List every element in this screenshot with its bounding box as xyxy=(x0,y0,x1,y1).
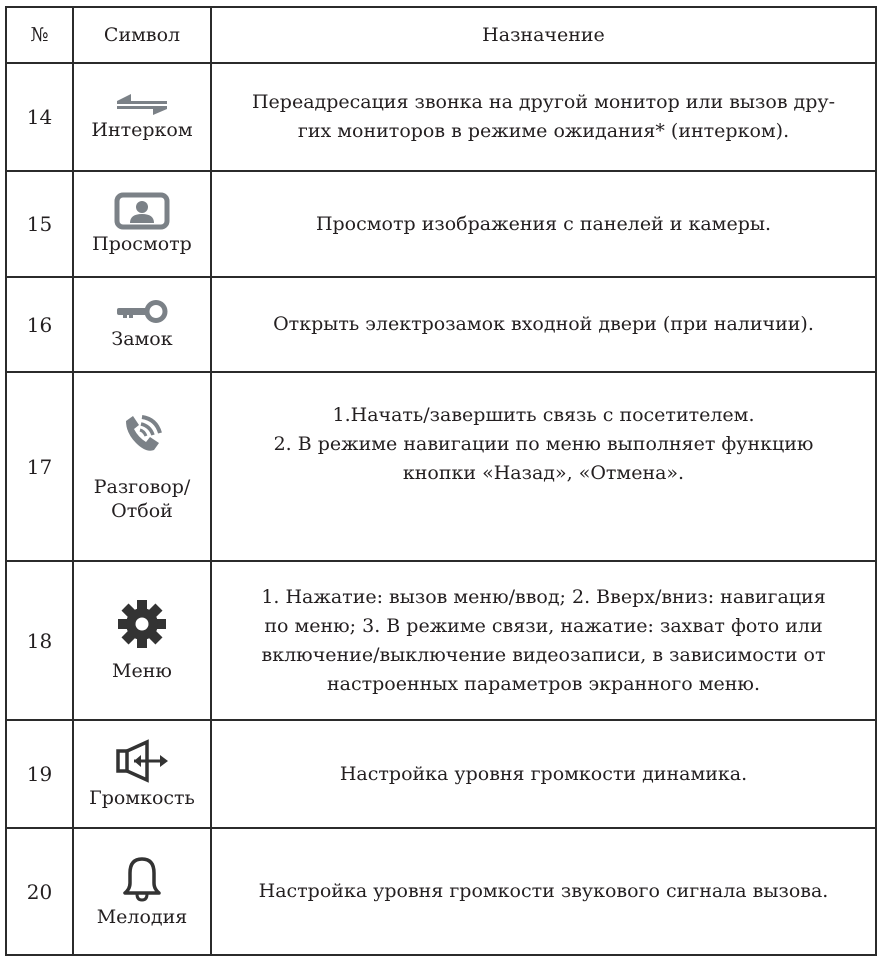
description-line: Настройка уровня громкости динамика. xyxy=(339,762,748,785)
description-line: Открыть электрозамок входной двери (при наличии). xyxy=(273,313,814,335)
description-cell xyxy=(211,63,876,171)
symbol-cell xyxy=(73,277,211,372)
phone-call-icon xyxy=(118,411,166,459)
header-num: № xyxy=(6,7,73,63)
symbols-table xyxy=(5,6,877,956)
description-line: по меню; 3. В режиме связи, нажатие: захват фото или xyxy=(264,614,823,637)
intercom-arrows-icon xyxy=(113,92,171,116)
symbol-label: Просмотр xyxy=(92,233,192,255)
symbol-cell xyxy=(73,171,211,277)
description-line: 2. В режиме навигации по меню выполняет функцию xyxy=(273,433,814,455)
description-line: Просмотр изображения с панелей и камеры. xyxy=(315,212,772,235)
description-cell xyxy=(211,277,876,372)
symbol-label: Громкость xyxy=(89,787,195,809)
row-number: 18 xyxy=(6,561,73,720)
header-purpose: Назначение xyxy=(211,7,876,63)
description-line: кнопки «Назад», «Отмена». xyxy=(402,462,685,484)
key-icon xyxy=(115,299,169,325)
table-row xyxy=(6,63,876,171)
description-cell xyxy=(211,828,876,955)
description-line: Переадресация звонка на другой монитор или вызов дру- xyxy=(251,91,836,113)
table-row xyxy=(6,277,876,372)
row-number: 17 xyxy=(6,372,73,561)
table-row xyxy=(6,828,876,955)
row-number: 16 xyxy=(6,277,73,372)
description-line: 1.Начать/завершить связь с посетителем. xyxy=(332,404,755,426)
symbol-cell xyxy=(73,561,211,720)
speaker-volume-icon xyxy=(114,738,170,784)
symbol-label: Меню xyxy=(112,659,172,682)
table-row xyxy=(6,720,876,828)
header-symbol: Символ xyxy=(73,7,211,63)
row-number: 14 xyxy=(6,63,73,171)
description-cell xyxy=(211,372,876,561)
view-monitor-icon xyxy=(114,192,170,230)
symbol-label: Замок xyxy=(111,327,173,350)
description-line: 1. Нажатие: вызов меню/ввод; 2. Вверх/вниз: навигация xyxy=(261,585,826,608)
description-line: гих мониторов в режиме ожидания* (интерком). xyxy=(297,120,790,142)
description-cell xyxy=(211,720,876,828)
symbol-cell xyxy=(73,828,211,955)
row-number: 19 xyxy=(6,720,73,828)
table-row xyxy=(6,372,876,561)
row-number: 15 xyxy=(6,171,73,277)
symbol-label: Мелодия xyxy=(96,905,188,928)
table-row xyxy=(6,561,876,720)
description-cell xyxy=(211,561,876,720)
symbol-label: Разговор/ xyxy=(93,475,191,498)
bell-icon xyxy=(119,855,165,903)
description-line: Настройка уровня громкости звукового сигнала вызова. xyxy=(258,880,829,902)
row-number: 20 xyxy=(6,828,73,955)
description-line: настроенных параметров экранного меню. xyxy=(326,672,761,695)
symbol-label: Отбой xyxy=(111,499,173,522)
description-line: включение/выключение видеозаписи, в зависимости от xyxy=(261,643,826,666)
description-cell xyxy=(211,171,876,277)
symbol-label: Интерком xyxy=(91,119,193,141)
symbol-cell xyxy=(73,720,211,828)
symbol-cell xyxy=(73,372,211,561)
table-header-row xyxy=(6,7,876,63)
gear-icon xyxy=(117,599,167,649)
table-row xyxy=(6,171,876,277)
symbol-cell xyxy=(73,63,211,171)
